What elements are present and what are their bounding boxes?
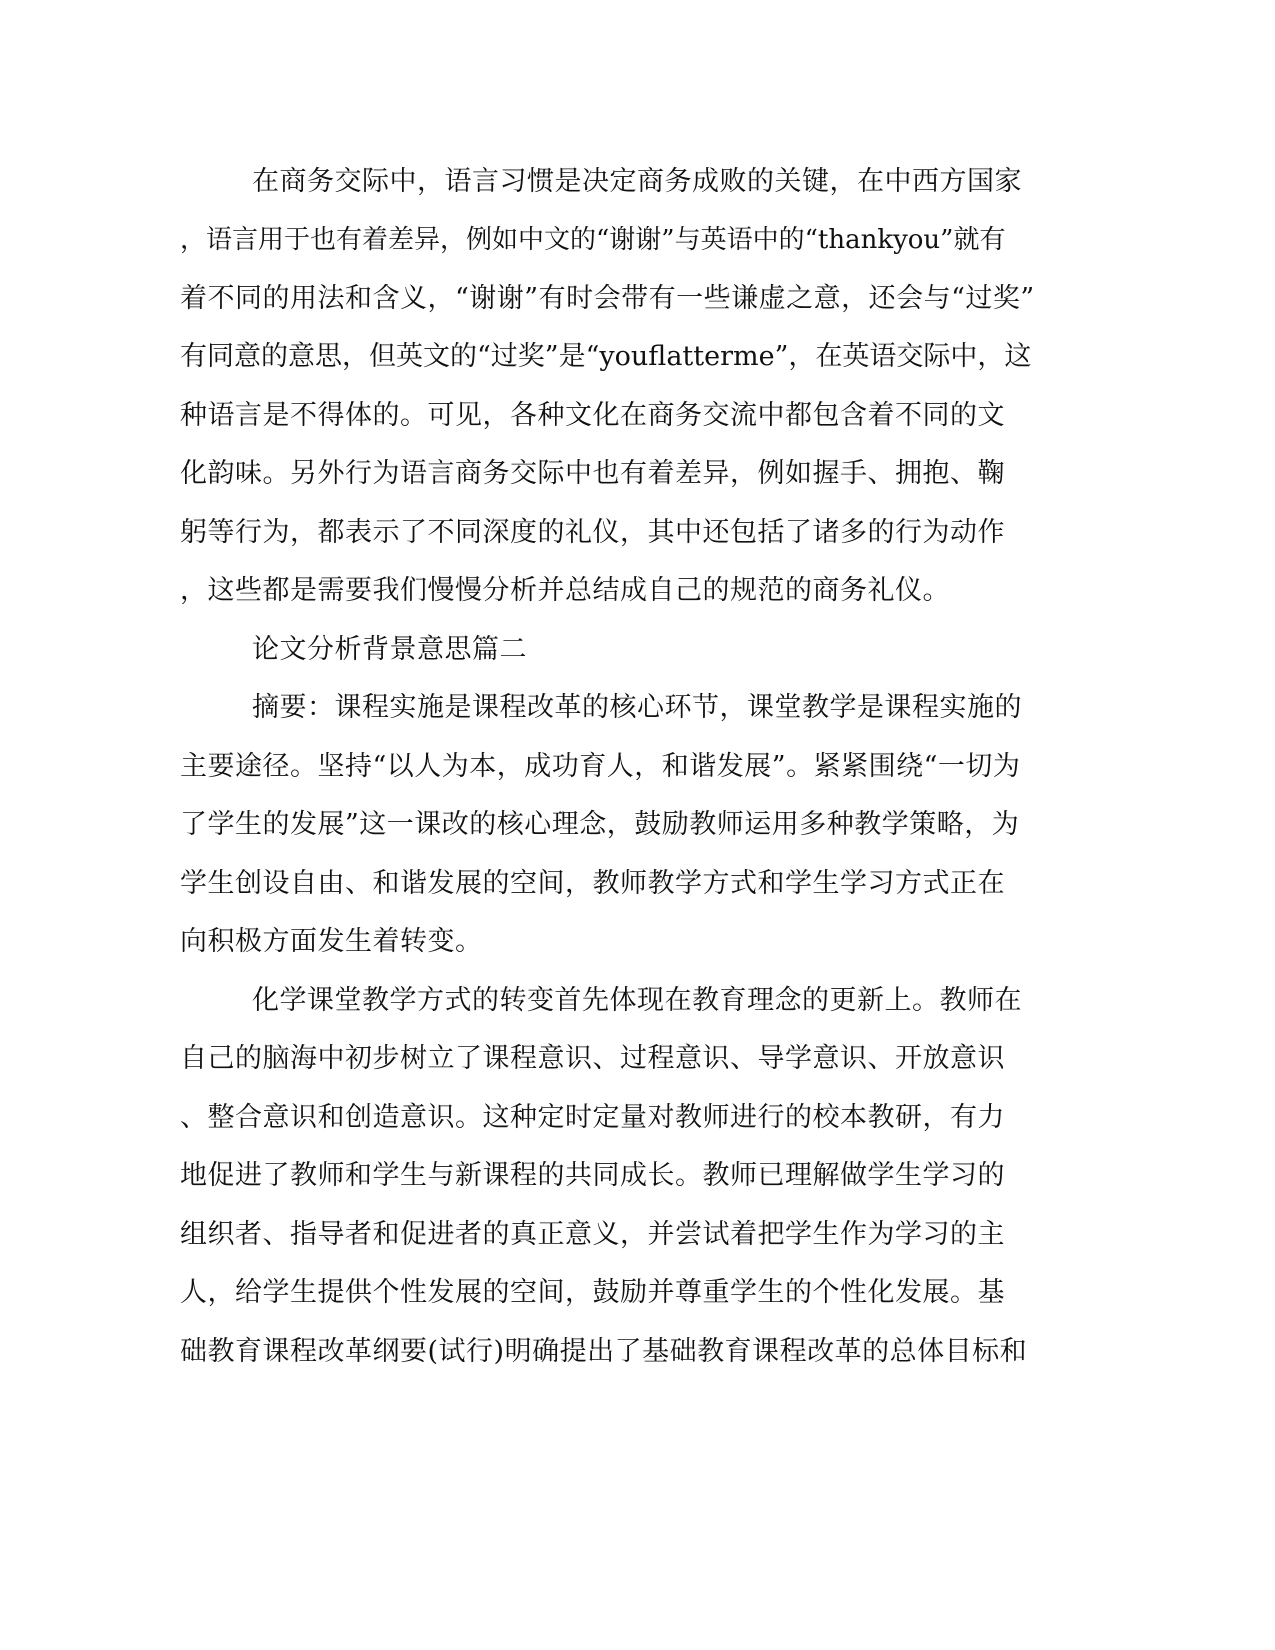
text-line: 组织者、指导者和促进者的真正意义，并尝试着把学生作为学习的主 <box>180 1219 1005 1250</box>
text-line: 化韵味。另外行为语言商务交际中也有着差异，例如握手、拥抱、鞠 <box>180 458 1005 489</box>
text-line: 自己的脑海中初步树立了课程意识、过程意识、导学意识、开放意识 <box>180 1043 1005 1074</box>
text-line: 在商务交际中，语言习惯是决定商务成败的关键，在中西方国家 <box>252 166 1022 197</box>
text-line: 了学生的发展”这一课改的核心理念，鼓励教师运用多种教学策略，为 <box>180 809 1020 840</box>
text-line: 躬等行为，都表示了不同深度的礼仪，其中还包括了诸多的行为动作 <box>180 517 1005 548</box>
text-line: ，这些都是需要我们慢慢分析并总结成自己的规范的商务礼仪。 <box>180 575 950 606</box>
text-line: 种语言是不得体的。可见，各种文化在商务交流中都包含着不同的文 <box>180 400 1005 431</box>
text-line: 向积极方面发生着转变。 <box>180 926 483 957</box>
text-line: 础教育课程改革纲要(试行)明确提出了基础教育课程改革的总体目标和 <box>180 1336 1028 1367</box>
text-line: 、整合意识和创造意识。这种定时定量对教师进行的校本教研，有力 <box>180 1102 1005 1133</box>
text-line: 地促进了教师和学生与新课程的共同成长。教师已理解做学生学习的 <box>180 1160 1005 1191</box>
text-line: 学生创设自由、和谐发展的空间，教师教学方式和学生学习方式正在 <box>180 868 1005 899</box>
text-line: 着不同的用法和含义，“谢谢”有时会带有一些谦虚之意，还会与“过奖” <box>180 283 1035 314</box>
text-line: 人，给学生提供个性发展的空间，鼓励并尊重学生的个性化发展。基 <box>180 1277 1005 1308</box>
text-line: 有同意的意思，但英文的“过奖”是“youflatterme”，在英语交际中，这 <box>180 341 1032 372</box>
text-line: 主要途径。坚持“以人为本，成功育人，和谐发展”。紧紧围绕“一切为 <box>180 751 1021 782</box>
section-heading: 论文分析背景意思篇二 <box>252 634 527 665</box>
text-line: ，语言用于也有着差异，例如中文的“谢谢”与英语中的“thankyou”就有 <box>180 225 1006 255</box>
text-line: 摘要：课程实施是课程改革的核心环节，课堂教学是课程实施的 <box>252 692 1022 723</box>
text-line: 化学课堂教学方式的转变首先体现在教育理念的更新上。教师在 <box>252 985 1022 1016</box>
